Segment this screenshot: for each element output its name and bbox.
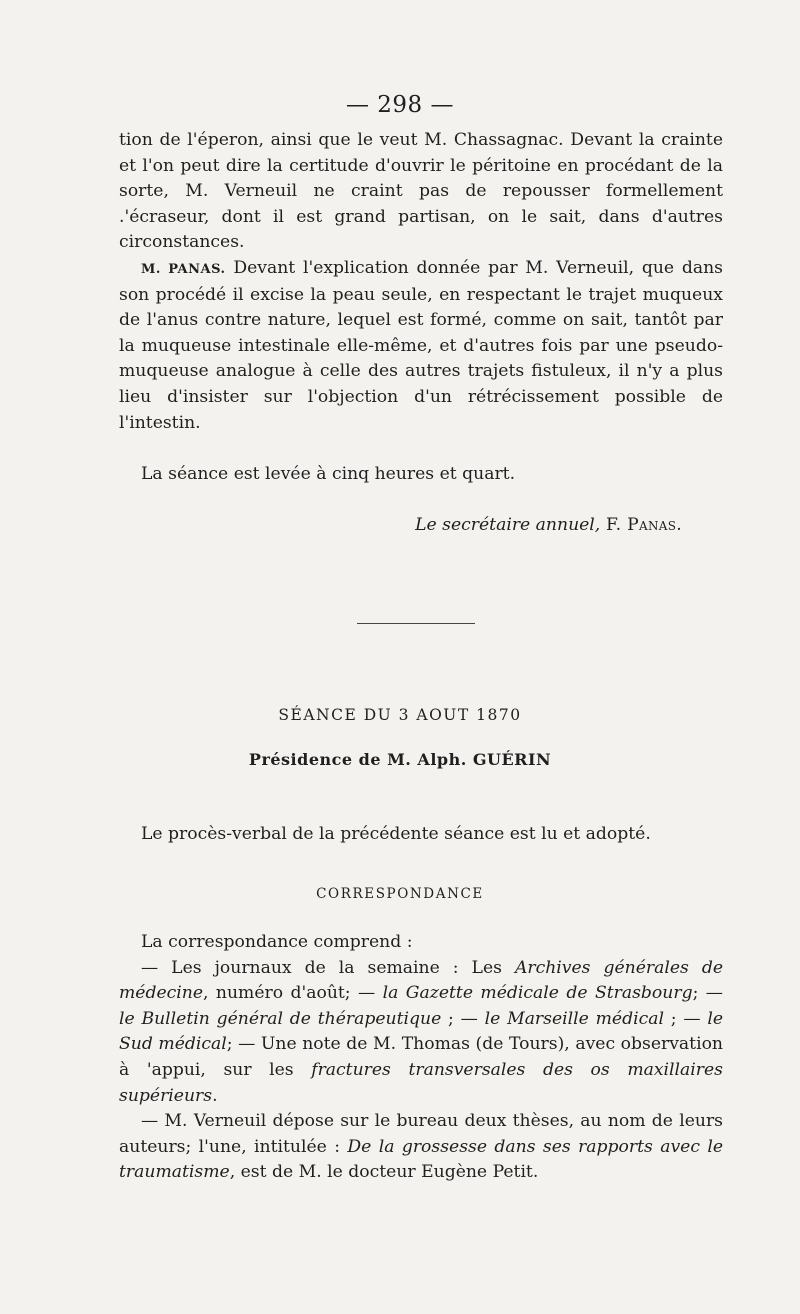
verneuil-end: , est de M. le docteur Eugène Petit. bbox=[229, 1162, 539, 1183]
correspondance-heading: CORRESPONDANCE bbox=[316, 886, 484, 902]
paragraph-verneuil bbox=[119, 1109, 723, 1186]
separator: ; — bbox=[663, 1008, 708, 1029]
journal-bulletin: le Bulletin général de thérapeutique bbox=[119, 1008, 442, 1029]
signature-name: F. Panas. bbox=[600, 515, 682, 535]
correspondance-text bbox=[119, 930, 723, 1186]
these-title: De la grossesse dans ses rapports avec le traumatisme bbox=[119, 1136, 724, 1183]
journaux-lead: — Les journaux de la semaine : Les bbox=[141, 957, 515, 978]
proces-verbal: Le procès-verbal de la précédente séance est lu et adopté. bbox=[141, 824, 651, 844]
paragraph-panas bbox=[119, 256, 723, 436]
journal-marseille: le Marseille médical bbox=[484, 1008, 664, 1029]
journaux-end: . bbox=[212, 1085, 218, 1106]
journal-archives: Archives générales de médecine bbox=[119, 957, 723, 1004]
panas-text: Devant l'explication donnée par M. Verneuil, que dans son procédé il excise la peau seule, en respectant le trajet muqueux de l'anus contre nature, lequel est formé, comme on sait, tantôt par la muqueuse intestinale elle-même, et d'autres fois par une pseudo-muqueuse analogue à celle des autres trajets fistuleux, il n'y a plus lieu d'insister sur l'objection d'un rétrécissement possible de l'intestin. bbox=[119, 257, 723, 433]
presidence-line: Présidence de M. Alph. GUÉRIN bbox=[248, 750, 552, 769]
paragraph-journaux bbox=[119, 956, 723, 1110]
discussion-text bbox=[119, 128, 723, 488]
journal-gazette: la Gazette médicale de Strasbourg bbox=[382, 983, 693, 1004]
journaux-numero: , numéro d'août; — bbox=[203, 983, 383, 1004]
secretary-signature bbox=[415, 515, 682, 535]
fractures-title: fractures transversales des os maxillaires supérieurs bbox=[119, 1059, 724, 1106]
seance-title: SÉANCE DU 3 AOUT 1870 bbox=[278, 706, 522, 724]
journal-sud: le Sud médical bbox=[119, 1008, 723, 1055]
speaker-name: M. PANAS. bbox=[141, 261, 226, 277]
page-number: — 298 — bbox=[345, 92, 455, 118]
paragraph-chassagnac: tion de l'éperon, ainsi que le veut M. Chassagnac. Devant la crainte et l'on peut dire la certitude d'ouvrir le péritoine en procédant de la sorte, M. Verneuil ne craint pas de repousser formellement .'écraseur, dont il est grand partisan, on le sait, dans d'autres circonstances. bbox=[119, 130, 723, 253]
paragraph-closing: La séance est levée à cinq heures et quart. bbox=[141, 464, 516, 485]
separator: ; — bbox=[441, 1008, 485, 1029]
section-divider bbox=[357, 623, 475, 624]
verneuil-lead: — M. Verneuil dépose sur le bureau deux thèses, au nom de leurs auteurs; l'une, intitulée : bbox=[119, 1111, 723, 1157]
separator: ; — bbox=[692, 983, 723, 1004]
signature-role: Le secrétaire annuel, bbox=[415, 515, 601, 535]
correspondance-intro: La correspondance comprend : bbox=[141, 932, 413, 952]
thomas-note: ; — Une note de M. Thomas (de Tours), avec observation à 'appui, sur les bbox=[119, 1034, 723, 1080]
